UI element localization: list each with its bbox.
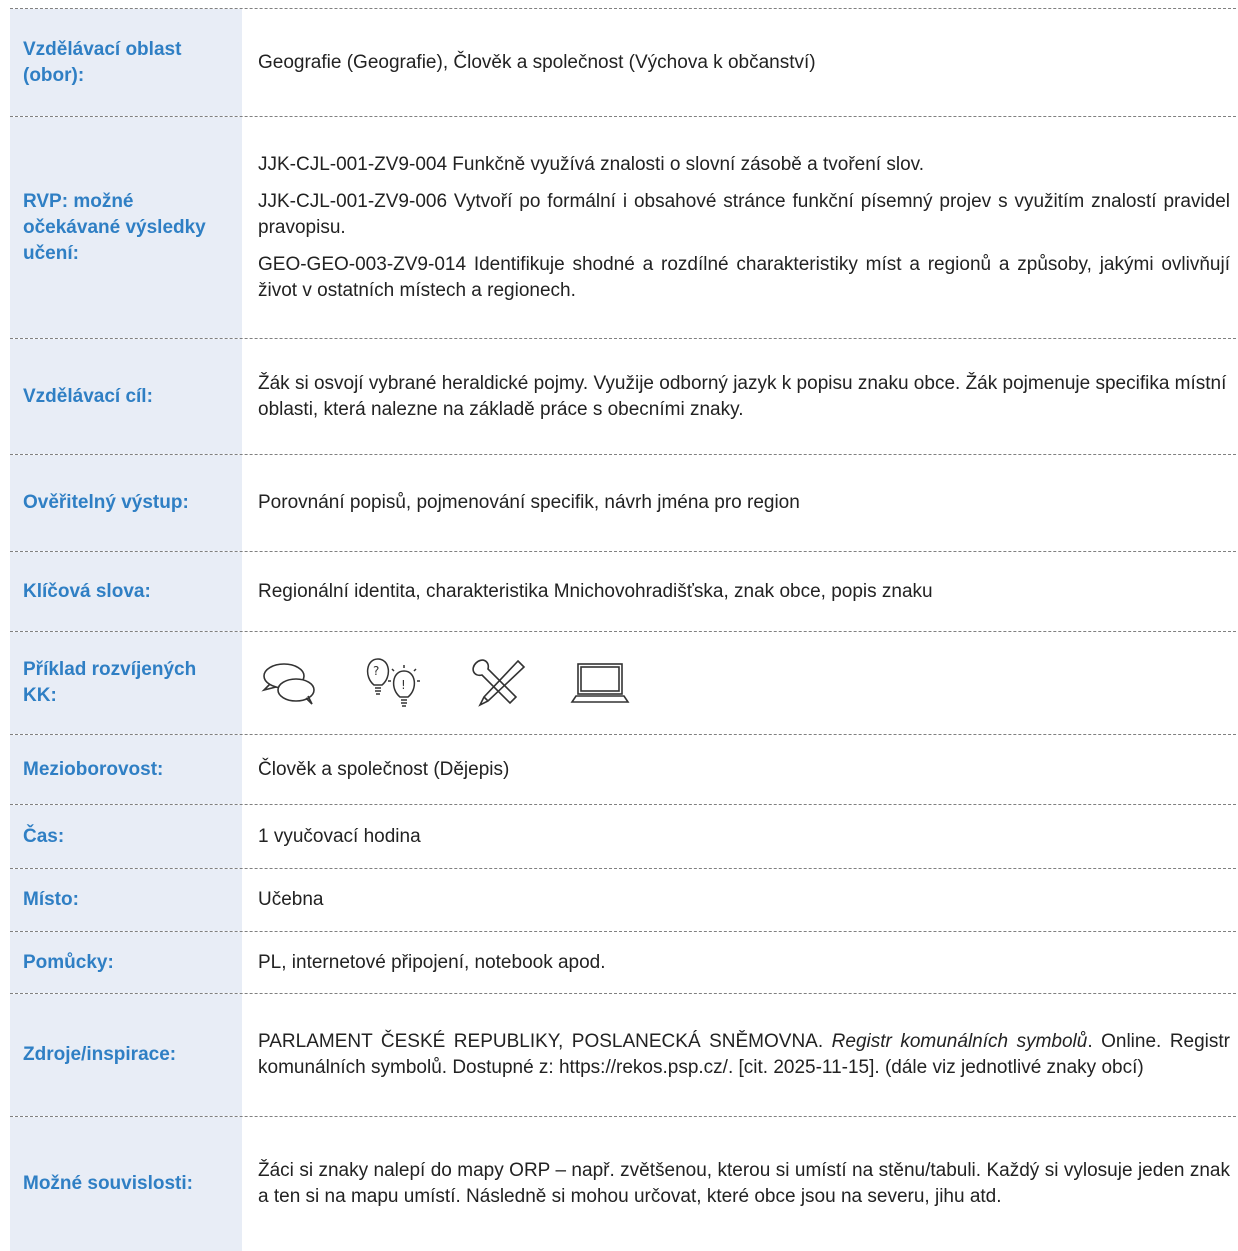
value-cil-text: Žák si osvojí vybrané heraldické pojmy. Využije odborný jazyk k popisu znaku obce. Žák pojmenuje specifika místní oblasti, která nalezne na základě práce s obecními znaky. [258,372,1227,420]
value-cas [242,805,1236,868]
value-souvislosti-text: Žáci si znaky nalepí do mapy ORP – např. zvětšenou, kterou si umístí na stěnu/tabuli. Každý si vylosuje jeden znak a ten si na mapu umístí. Následně si mohou určovat, které obce jsou na severu, jihu atd. [258,1160,1230,1207]
label-souvislosti: Možné souvislosti: [10,1117,242,1251]
label-vystup: Ověřitelný výstup: [10,455,242,551]
value-mezi [242,735,1236,804]
row-souvislosti [10,1117,1236,1251]
kk-icons [242,632,1236,734]
zdroje-prefix: PARLAMENT ČESKÉ REPUBLIKY, POSLANECKÁ SNĚMOVNA. [258,1031,832,1052]
label-misto: Místo: [10,869,242,931]
row-mezi [10,735,1236,805]
label-cil: Vzdělávací cíl: [10,339,242,454]
rvp-item: GEO-GEO-003-ZV9-014 Identifikuje shodné a rozdílné charakteristiky míst a regionů a způsoby, jakými ovlivňují život v ostatních místech a regionech. [258,253,1230,301]
zdroje-suffix: . Online. Registr komunálních symbolů. Dostupné z: https://rekos.psp.cz/. [cit. 2025-11-15]. (dále viz jednotlivé znaky obcí) [258,1031,1230,1078]
zdroje-citation [258,1029,1230,1081]
value-misto [242,869,1236,931]
lightbulbs-question-icon [360,655,428,711]
row-kk [10,632,1236,735]
value-cil [242,339,1236,454]
label-cas: Čas: [10,805,242,868]
label-zdroje: Zdroje/inspirace: [10,994,242,1116]
value-vystup-text: Porovnání popisů, pojmenování specifik, návrh jména pro region [258,492,800,513]
value-oblast [242,9,1236,116]
value-rvp [242,117,1236,338]
svg-text:!: ! [401,678,406,692]
rvp-item: JJK-CJL-001-ZV9-004 Funkčně využívá znalosti o slovní zásobě a tvoření slov. [258,153,925,175]
label-mezi: Mezioborovost: [10,735,242,804]
value-pomucky-text: PL, internetové připojení, notebook apod. [258,951,606,973]
row-pomucky [10,932,1236,994]
value-misto-text: Učebna [258,889,324,910]
label-pomucky: Pomůcky: [10,932,242,993]
row-rvp [10,117,1236,339]
svg-text:?: ? [373,664,380,678]
row-cil [10,339,1236,455]
value-vystup [242,455,1236,551]
row-zdroje [10,994,1236,1117]
speech-bubbles-icon [258,658,322,708]
value-mezi-text: Člověk a společnost (Dějepis) [258,758,510,780]
zdroje-title: Registr komunálních symbolů [831,1031,1088,1052]
label-kk: Příklad rozvíjených KK: [10,632,242,734]
label-rvp: RVP: možné očekávané výsledky učení: [10,117,242,338]
row-oblast [10,8,1236,117]
value-souvislosti [242,1117,1236,1251]
label-slova: Klíčová slova: [10,552,242,631]
value-pomucky [242,932,1236,993]
row-misto [10,869,1236,932]
value-slova [242,552,1236,631]
rvp-item: JJK-CJL-001-ZV9-006 Vytvoří po formální i obsahové stránce funkční písemný projev s využitím znalostí pravidel pravopisu. [258,190,1230,238]
lesson-info-table [10,8,1236,1251]
value-oblast-text: Geografie (Geografie), Člověk a společnost (Výchova k občanství) [258,51,816,73]
value-slova-text: Regionální identita, charakteristika Mnichovohradišťska, znak obce, popis znaku [258,580,933,602]
value-zdroje [242,994,1236,1116]
value-cas-text: 1 vyučovací hodina [258,825,421,847]
label-oblast: Vzdělávací oblast (obor): [10,9,242,116]
laptop-icon [568,660,632,706]
row-cas [10,805,1236,869]
row-vystup [10,455,1236,552]
row-slova [10,552,1236,632]
tools-icon [466,655,530,711]
